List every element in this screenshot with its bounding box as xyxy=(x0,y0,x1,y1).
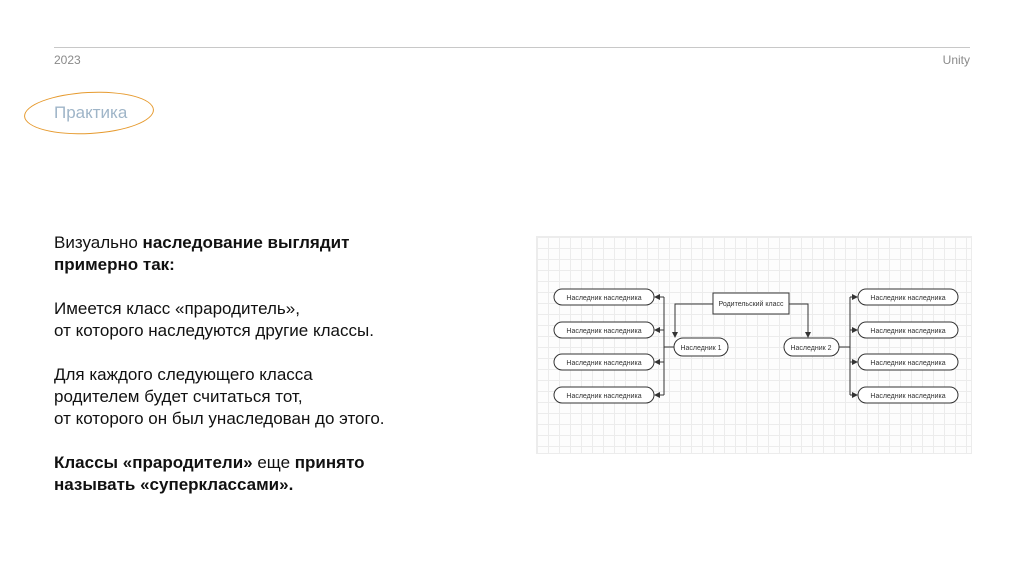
node-grandchild-left-3-label: Наследник наследника xyxy=(566,360,642,367)
ancestor-line-2: от которого наследуются другие классы. xyxy=(54,321,374,340)
edge-parent-child1 xyxy=(675,304,713,337)
node-grandchild-right-2 xyxy=(858,322,958,338)
slide-body xyxy=(54,232,514,518)
node-grandchild-right-3 xyxy=(858,354,958,370)
header-divider xyxy=(54,47,970,48)
section-title: Практика xyxy=(54,103,128,122)
node-grandchild-right-3-label: Наследник наследника xyxy=(870,360,946,367)
paragraph-superclass xyxy=(54,452,514,496)
node-grandchild-right-4-label: Наследник наследника xyxy=(870,393,946,400)
node-parent-label: Родительский класс xyxy=(718,301,784,308)
parent-line-3: от которого он был унаследован до этого. xyxy=(54,409,385,428)
edge-parent-child2 xyxy=(789,304,808,337)
intro-emphasis-1: наследование выглядит xyxy=(142,233,350,252)
node-grandchild-right-4 xyxy=(858,387,958,403)
node-grandchild-right-2-label: Наследник наследника xyxy=(870,328,946,335)
diagram-canvas xyxy=(537,237,973,455)
header-year: 2023 xyxy=(54,53,81,67)
superclass-emphasis-2: принято xyxy=(294,453,365,472)
node-parent xyxy=(713,293,789,314)
inheritance-diagram xyxy=(536,236,972,454)
paragraph-ancestor xyxy=(54,298,514,342)
superclass-emphasis-1: Классы «прародители» xyxy=(54,453,253,472)
node-grandchild-left-3 xyxy=(554,354,654,370)
node-child2 xyxy=(784,338,839,356)
node-grandchild-right-1-label: Наследник наследника xyxy=(870,295,946,302)
superclass-text: еще xyxy=(252,453,295,472)
node-grandchild-left-2-label: Наследник наследника xyxy=(566,328,642,335)
superclass-emphasis-3: называть «суперклассами». xyxy=(54,475,294,494)
node-child2-label: Наследник 2 xyxy=(790,345,832,352)
node-child1 xyxy=(674,338,728,356)
intro-emphasis-2: примерно так: xyxy=(54,255,175,274)
section-heading xyxy=(24,92,154,134)
node-grandchild-left-1-label: Наследник наследника xyxy=(566,295,642,302)
ancestor-line-1: Имеется класс «прародитель», xyxy=(54,299,300,318)
node-grandchild-left-4 xyxy=(554,387,654,403)
paragraph-parent xyxy=(54,364,514,430)
node-grandchild-left-4-label: Наследник наследника xyxy=(566,393,642,400)
header-brand: Unity xyxy=(942,53,970,67)
node-child1-label: Наследник 1 xyxy=(680,345,722,352)
parent-line-1: Для каждого следующего класса xyxy=(54,365,313,384)
paragraph-intro xyxy=(54,232,514,276)
intro-text: Визуально xyxy=(54,233,143,252)
parent-line-2: родителем будет считаться тот, xyxy=(54,387,303,406)
node-grandchild-right-1 xyxy=(858,289,958,305)
node-grandchild-left-2 xyxy=(554,322,654,338)
node-grandchild-left-1 xyxy=(554,289,654,305)
